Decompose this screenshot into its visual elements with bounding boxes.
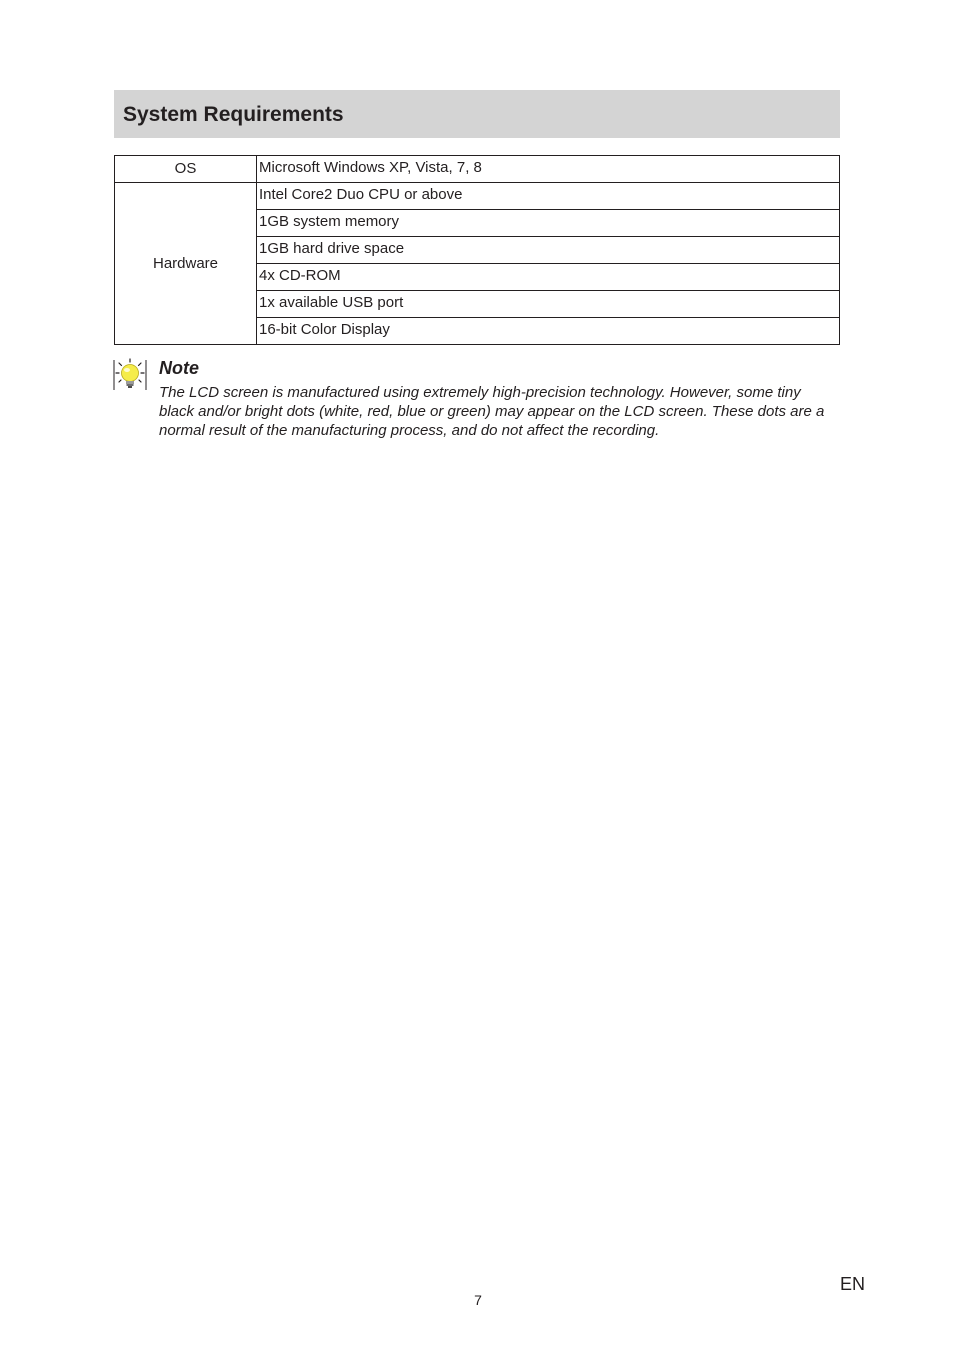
- hardware-item: 16-bit Color Display: [257, 318, 840, 345]
- hardware-item: 1x available USB port: [257, 291, 840, 318]
- hardware-item: 1GB hard drive space: [257, 237, 840, 264]
- os-label: OS: [115, 156, 257, 183]
- section-title: System Requirements: [123, 103, 344, 126]
- note-title: Note: [159, 358, 199, 378]
- table-row: [115, 156, 840, 183]
- requirements-table: [114, 155, 840, 345]
- hardware-label: Hardware: [115, 183, 257, 345]
- section-header: [114, 90, 840, 138]
- hardware-item: 4x CD-ROM: [257, 264, 840, 291]
- hardware-item: Intel Core2 Duo CPU or above: [257, 183, 840, 210]
- lightbulb-icon: [113, 358, 147, 392]
- language-code: EN: [840, 1274, 866, 1294]
- table-row: [115, 183, 840, 210]
- note-body: The LCD screen is manufactured using extremely high-precision technology. However, some tiny black and/or bright dots (white, red, blue or green) may appear on the LCD screen. These dots are a normal result of the manufacturing process, and do not affect the recording.: [159, 384, 825, 439]
- hardware-item: 1GB system memory: [257, 210, 840, 237]
- os-value: Microsoft Windows XP, Vista, 7, 8: [257, 156, 840, 183]
- page-number: 7: [474, 1292, 482, 1308]
